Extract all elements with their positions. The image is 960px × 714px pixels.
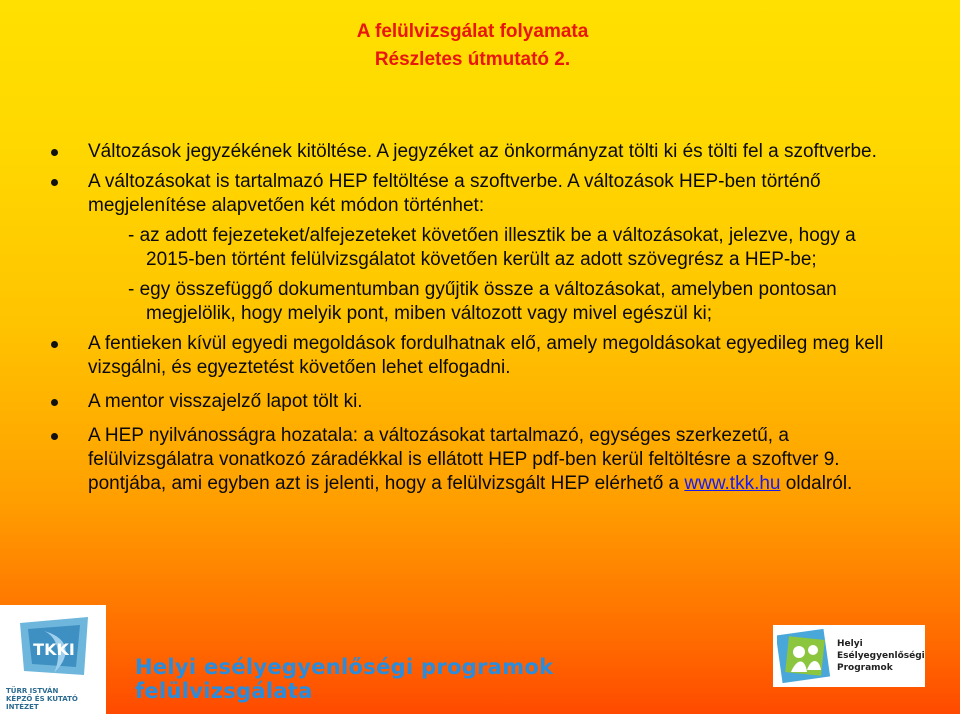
tkki-caption-line: KÉPZŐ ÉS KUTATÓ — [6, 695, 78, 703]
bullet-icon — [51, 433, 58, 440]
sub-item — [48, 224, 898, 272]
bullet-text: A mentor visszajelző lapot tölt ki. — [88, 391, 363, 412]
sub-item-text: - az adott fejezeteket/alfejezeteket követően illesztik be a változásokat, jelezve, hogy a 2015-ben történt felülvizsgálatot követően került az adott szövegrész a HEP-be; — [128, 225, 856, 270]
bullet-text-end: oldalról. — [785, 473, 853, 494]
tkki-logo — [0, 605, 106, 714]
bullet-icon — [51, 341, 58, 348]
slide-title: A felülvizsgálat folyamata — [356, 21, 589, 42]
bullet-text: A HEP nyilvánosságra hozatala: a változásokat tartalmazó, egységes szerkezetű, a felülvizsgálatra vonatkozó záradékkal is ellátott HEP pdf-ben kerül feltöltésre a szoftver 9. pontjába, ami egyben azt is jelenti, hogy a felülvizsgált HEP elérhető a — [88, 425, 840, 494]
bullet-item — [48, 424, 898, 496]
bullet-icon — [51, 149, 58, 156]
tkki-caption-line: INTÉZET — [6, 703, 39, 711]
hep-logo — [773, 625, 925, 687]
tkki-logo-caption — [6, 687, 102, 711]
slide-body — [48, 140, 898, 496]
tkki-logo-icon — [14, 615, 94, 681]
hep-logo-text — [837, 638, 925, 674]
bullet-icon — [51, 399, 58, 406]
website-link[interactable]: www.tkk.hu — [684, 473, 781, 494]
sub-item — [48, 278, 898, 326]
bullet-text: A változásokat is tartalmazó HEP feltöltése a szoftverbe. A változások HEP-ben történő megjelenítése alapvetően két módon történhet: — [88, 171, 821, 216]
bullet-item — [48, 390, 898, 414]
bullet-item — [48, 332, 898, 380]
footer-title: Helyi esélyegyenlőségi programok felülvizsgálata — [135, 655, 554, 703]
hep-logo-line: Helyi — [837, 639, 863, 649]
bullet-text: A fentieken kívül egyedi megoldások fordulhatnak elő, amely megoldásokat egyedileg meg kell vizsgálni, és egyeztetést követően lehet elfogadni. — [88, 333, 884, 378]
tkki-caption-line: TÜRR ISTVÁN — [6, 687, 59, 695]
bullet-text: Változások jegyzékének kitöltése. A jegyzéket az önkormányzat tölti ki és tölti fel a szoftverbe. — [88, 141, 877, 162]
bullet-item — [48, 170, 898, 218]
slide-subtitle: Részletes útmutató 2. — [374, 49, 571, 70]
bullet-icon — [51, 179, 58, 186]
bullet-item — [48, 140, 898, 164]
sub-item-text: - egy összefüggő dokumentumban gyűjtik össze a változásokat, amelyben pontosan megjelölik, hogy melyik pont, miben változott vagy mivel egészül ki; — [128, 279, 837, 324]
hep-logo-line: Programok — [837, 663, 893, 673]
hep-logo-line: Esélyegyenlőségi — [837, 651, 925, 661]
hep-logo-icon — [777, 628, 833, 684]
tkki-logo-text: TKKI — [33, 640, 75, 659]
